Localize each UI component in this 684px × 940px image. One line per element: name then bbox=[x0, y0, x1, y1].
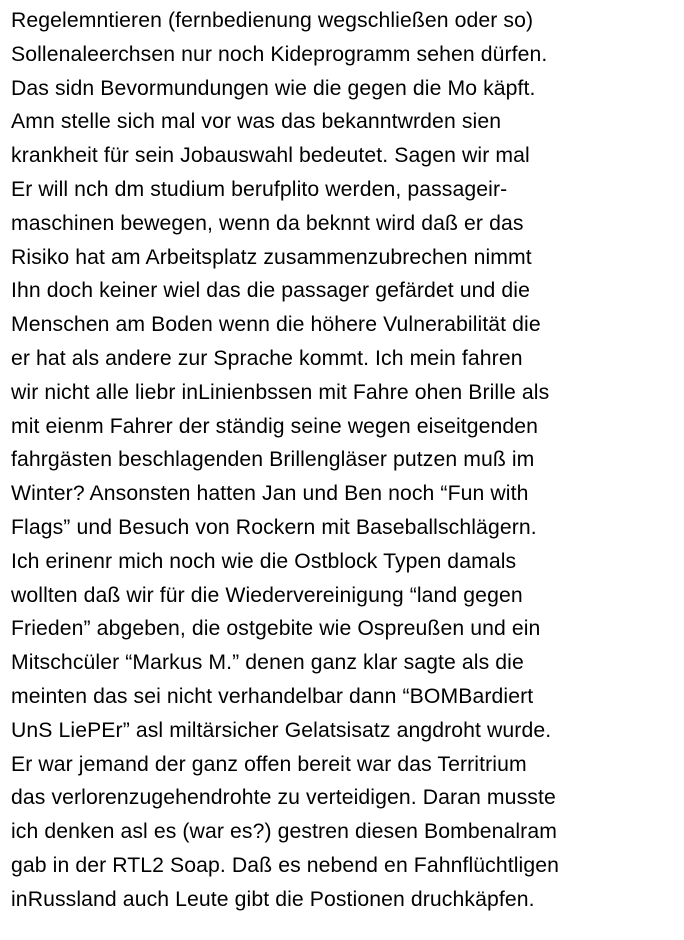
text-line: UnS LiePEr” asl miltärsicher Gelatsisatz angdroht wurde. bbox=[11, 718, 552, 742]
text-line: Amn stelle sich mal vor was das bekanntwrden sien bbox=[11, 110, 502, 134]
text-line: Menschen am Boden wenn die höhere Vulnerabilität die bbox=[11, 313, 541, 337]
text-line: ich denken asl es (war es?) gestren diesen Bombenalram bbox=[11, 820, 557, 844]
text-line: Winter? Ansonsten hatten Jan und Ben noch “Fun with bbox=[11, 482, 529, 506]
body-text bbox=[11, 4, 679, 917]
text-line: Frieden” abgeben, die ostgebite wie Ospreußen und ein bbox=[11, 617, 541, 641]
text-line: Mitschcüler “Markus M.” denen ganz klar sagte als die bbox=[11, 651, 524, 675]
text-line: Er war jemand der ganz offen bereit war das Territrium bbox=[11, 752, 527, 776]
text-line: er hat als andere zur Sprache kommt. Ich mein fahren bbox=[11, 346, 523, 370]
text-line: krankheit für sein Jobauswahl bedeutet. Sagen wir mal bbox=[11, 144, 530, 168]
text-line: Ich erinenr mich noch wie die Ostblock Typen damals bbox=[11, 549, 517, 573]
text-line: Flags” und Besuch von Rockern mit Baseballschlägern. bbox=[11, 515, 537, 539]
text-line: mit eienm Fahrer der ständig seine wegen eiseitgenden bbox=[11, 414, 539, 438]
text-line: das verlorenzugehendrohte zu verteidigen. Daran musste bbox=[11, 786, 556, 810]
text-line: gab in der RTL2 Soap. Daß es nebend en Fahnflüchtligen bbox=[11, 853, 560, 877]
text-line: Regelemntieren (fernbedienung wegschließen oder so) bbox=[11, 9, 534, 32]
text-line: Risiko hat am Arbeitsplatz zusammenzubrechen nimmt bbox=[11, 245, 532, 269]
text-line: Ihn doch keiner wiel das die passager gefärdet und die bbox=[11, 279, 530, 303]
text-line: fahrgästen beschlagenden Brillengläser putzen muß im bbox=[11, 448, 535, 472]
text-line: Das sidn Bevormundungen wie die gegen die Mo käpft. bbox=[11, 76, 536, 100]
text-line: wollten daß wir für die Wiedervereinigung “land gegen bbox=[11, 583, 523, 607]
text-line: Er will nch dm studium berufplito werden, passageir- bbox=[11, 177, 508, 201]
text-line: maschinen bewegen, wenn da beknnt wird daß er das bbox=[11, 211, 524, 235]
text-line: Sollenaleerchsen nur noch Kideprogramm sehen dürfen. bbox=[11, 42, 548, 66]
text-line: inRussland auch Leute gibt die Postionen druchkäpfen. bbox=[11, 887, 535, 911]
text-line: wir nicht alle liebr inLinienbssen mit Fahre ohen Brille als bbox=[11, 380, 550, 404]
text-line: meinten das sei nicht verhandelbar dann “BOMBardiert bbox=[11, 684, 534, 708]
